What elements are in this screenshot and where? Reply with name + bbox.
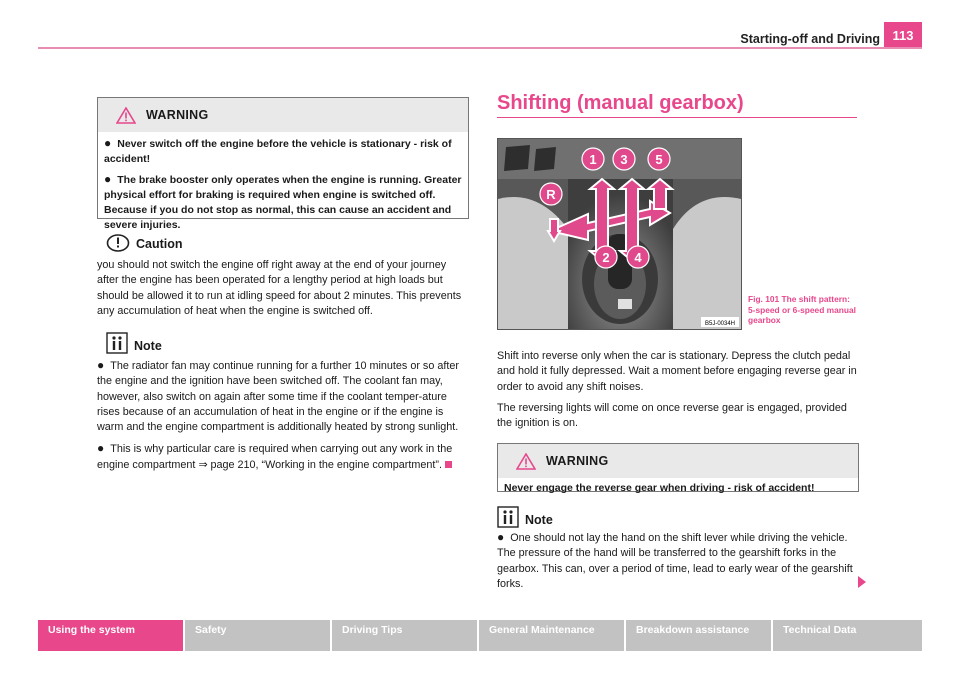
caution-header — [106, 234, 183, 252]
tab-driving-tips[interactable]: Driving Tips — [332, 620, 477, 651]
note-title: Note — [134, 339, 162, 353]
gear-label: R — [546, 187, 556, 202]
bullet-icon: ● — [104, 136, 112, 150]
page-reference-link[interactable]: ⇒ page 210, “Working in the engine compartment”. — [198, 458, 442, 471]
main-heading: Shifting (manual gearbox) — [497, 92, 744, 114]
footer-nav — [38, 620, 922, 651]
page-number: 113 — [884, 22, 922, 48]
warning-header — [98, 98, 468, 132]
tab-technical-data[interactable]: Technical Data — [773, 620, 922, 651]
caution-icon — [106, 234, 130, 252]
paragraph: Shift into reverse only when the car is stationary. Depress the clutch pedal and hold it fully depressed. Wait a moment before engaging reverse gear in order to avoid any shift noises. — [497, 350, 857, 393]
gear-label: 3 — [620, 152, 628, 167]
gear-lever-illustration — [498, 139, 741, 329]
gear-label: 5 — [655, 152, 663, 167]
warning-triangle-icon — [516, 453, 536, 470]
shifting-text — [497, 349, 859, 437]
warning-box — [497, 443, 859, 492]
section-title: Starting-off and Driving — [740, 32, 880, 46]
gear-label: 4 — [634, 250, 642, 265]
warning-header — [498, 444, 858, 478]
figure-code: B5J-0034H — [704, 321, 736, 327]
warning-title: WARNING — [146, 108, 209, 122]
bullet-icon: ● — [104, 172, 112, 186]
note-icon — [106, 332, 128, 354]
caution-text: you should not switch the engine off right away at the end of your journey after the engine has been operated for a lengthy period at high loads but should be allowed it to run at idling speed for about 2 minutes. This prevents any accumulation of heat when the engine is switched off. — [97, 259, 462, 317]
bullet-icon: ● — [97, 358, 105, 372]
tab-general-maintenance[interactable]: General Maintenance — [479, 620, 624, 651]
end-of-section-marker — [445, 461, 452, 468]
gear-label: 2 — [602, 250, 610, 265]
note-item: ● This is why particular care is required when carrying out any work in the engine compartment ⇒ page 210, “Working in the engine compartment”. — [97, 441, 453, 471]
warning-box — [97, 97, 469, 231]
note-item: ● One should not lay the hand on the shift lever while driving the vehicle. The pressure of the hand will be transferred to the gearshift forks in the gearbox. This can, over a period of time, lead to early wear of the gearshift forks. — [497, 530, 853, 590]
warning-item: ● Never switch off the engine before the vehicle is stationary - risk of accident! — [104, 136, 452, 165]
note-text — [97, 358, 469, 479]
note-header — [106, 332, 162, 354]
caution-title: Caution — [136, 237, 183, 251]
warning-title: WARNING — [546, 454, 609, 468]
warning-item: ● The brake booster only operates when the engine is running. Greater physical effort for braking is required when engine is switched off. Because if you do not stop as normal, this can cause an accident and severe injuries. — [104, 172, 462, 231]
note-header — [497, 506, 553, 528]
gear-label: 1 — [589, 152, 597, 167]
paragraph: The reversing lights will come on once reverse gear is engaged, provided the ignition is on. — [497, 401, 847, 430]
tab-safety[interactable]: Safety — [185, 620, 330, 651]
header-divider — [38, 47, 922, 49]
shift-pattern-figure — [497, 138, 742, 330]
bullet-icon: ● — [497, 530, 505, 544]
note-title: Note — [525, 513, 553, 527]
tab-breakdown-assistance[interactable]: Breakdown assistance — [626, 620, 771, 651]
note-item: ● The radiator fan may continue running for a further 10 minutes or so after the engine and the ignition have been switched off. The coolant fan may, however, also switch on again after some time if the coolant temper-ature rises because of an accumulation of heat in the engine or if the engine is warm and the engine compartment is additionally heated by strong sunlight. — [97, 358, 459, 434]
next-page-arrow-icon[interactable] — [858, 576, 866, 588]
heading-divider — [497, 117, 857, 118]
tab-using-the-system[interactable]: Using the system — [38, 620, 183, 651]
bullet-icon: ● — [97, 441, 105, 456]
warning-item: Never engage the reverse gear when driving - risk of accident! — [504, 482, 815, 494]
figure-caption: Fig. 101 The shift pattern: 5-speed or 6-speed manual gearbox — [748, 294, 856, 325]
warning-triangle-icon — [116, 107, 136, 124]
note-icon — [497, 506, 519, 528]
note-text — [497, 530, 859, 598]
